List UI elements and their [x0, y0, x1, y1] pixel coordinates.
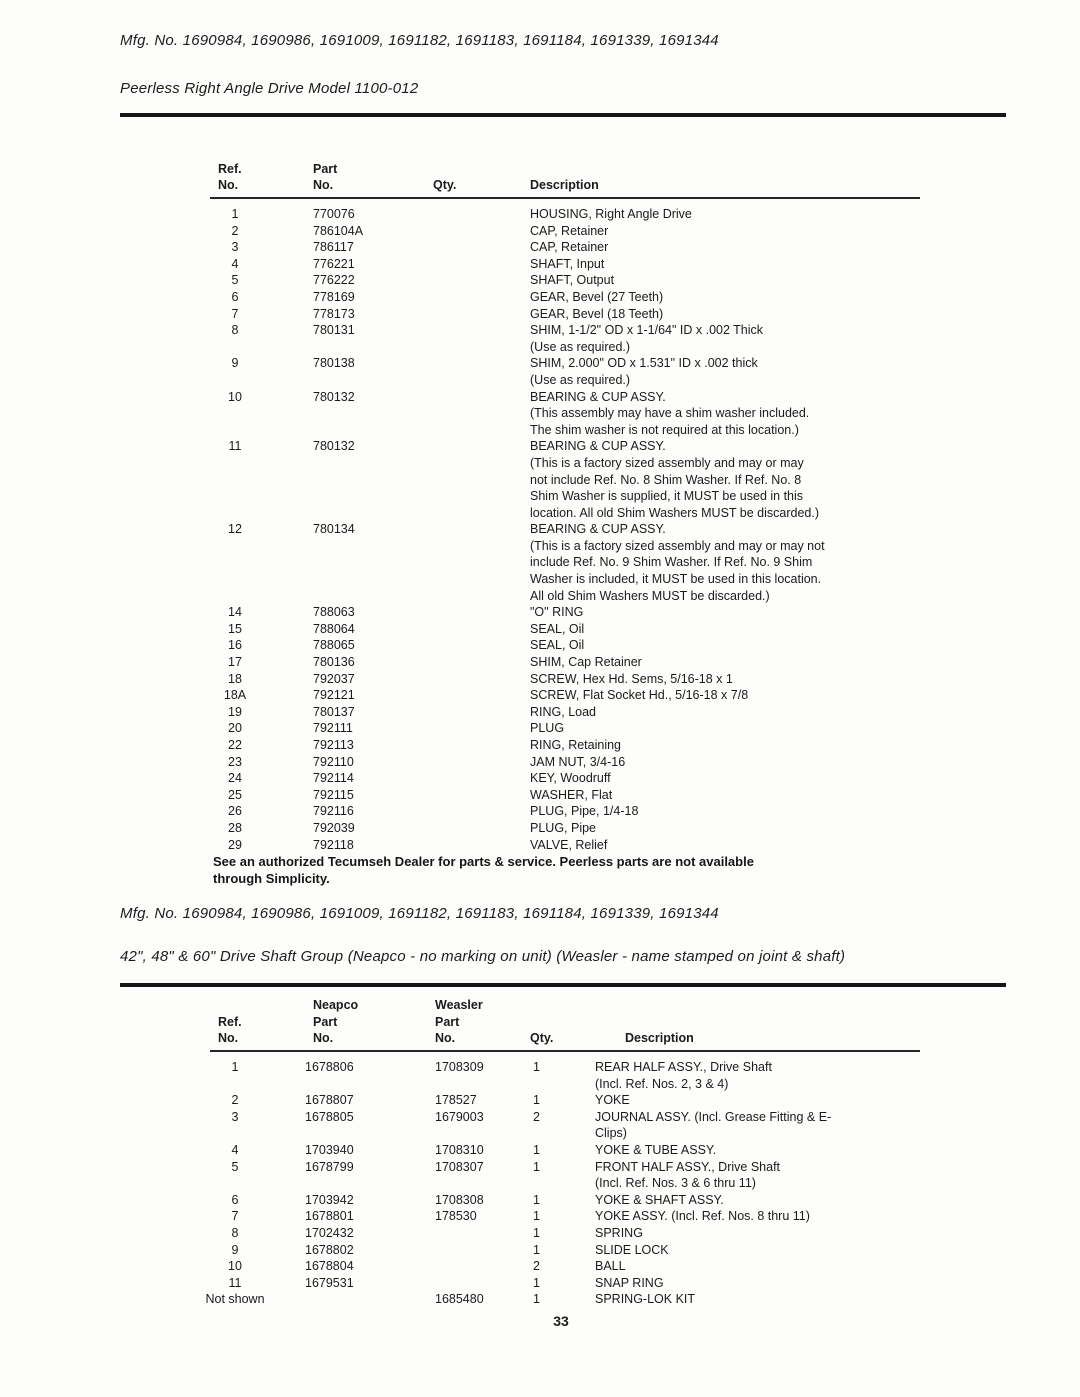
qty-cell [433, 389, 528, 439]
part-no-cell: 792113 [313, 738, 354, 752]
ref-no-cell: 28 [228, 820, 242, 835]
section-divider-bottom [120, 983, 1006, 987]
qty-cell [433, 687, 528, 704]
description-cell: SEAL, Oil [530, 621, 585, 636]
weasler-part-no-cell [420, 1225, 520, 1242]
description-cell: YOKE [595, 1093, 630, 1108]
dealer-note [213, 853, 953, 887]
table-body [185, 1059, 970, 1308]
ref-no-cell: 5 [231, 273, 239, 288]
qty-cell [433, 671, 528, 688]
qty-cell: 1 [533, 1159, 540, 1174]
part-no-cell: 780137 [313, 704, 355, 719]
ref-no-cell: 10 [228, 389, 242, 404]
header-description-label: Description [530, 178, 599, 193]
ref-no-cell: 18A [223, 688, 247, 703]
qty-cell [433, 704, 528, 721]
description-cell: KEY, Woodruff [530, 771, 611, 786]
description-cell: "O" RING [530, 605, 584, 620]
table-row [185, 1142, 970, 1159]
neapco-part-no-cell: 1703942 [305, 1192, 354, 1207]
qty-cell: 1 [533, 1275, 540, 1290]
ref-no-cell: 18 [228, 671, 242, 686]
weasler-part-no-cell: 178527 [435, 1093, 477, 1108]
weasler-part-no-cell [420, 1275, 520, 1292]
header-neapco-part-line1: Part [313, 1014, 338, 1029]
table-row [185, 272, 970, 289]
part-no-cell: 776222 [313, 273, 355, 288]
dealer-note-line1: See an authorized Tecumseh Dealer for parts & service. Peerless parts are not available [213, 854, 754, 869]
table-row [185, 1258, 970, 1275]
neapco-part-no-cell: 1678801 [305, 1209, 354, 1224]
parts-table-main [185, 142, 970, 853]
header-ref-line1: Ref. [218, 1014, 242, 1029]
part-no-cell: 792039 [313, 820, 355, 835]
qty-cell: 2 [533, 1109, 540, 1124]
qty-cell: 1 [533, 1093, 540, 1108]
qty-cell [433, 355, 528, 388]
part-no-cell: 792118 [313, 837, 354, 852]
ref-no-cell: 10 [228, 1259, 242, 1274]
mfg-numbers-top: Mfg. No. 1690984, 1690986, 1691009, 1691182, 1691183, 1691184, 1691339, 1691344 [120, 32, 719, 49]
part-no-cell: 780138 [313, 356, 355, 371]
description-cell: PLUG [530, 721, 565, 736]
table-row [185, 621, 970, 638]
part-no-cell: 792114 [313, 771, 354, 786]
description-cell: BEARING & CUP ASSY. (This assembly may have a shim washer included. The shim washer is not required at this location.) [530, 389, 810, 437]
neapco-part-no-cell: 1678807 [305, 1093, 354, 1108]
ref-no-cell: 19 [228, 704, 242, 719]
table-row [185, 355, 970, 388]
description-cell: GEAR, Bevel (18 Teeth) [530, 306, 664, 321]
ref-no-cell: 23 [228, 754, 242, 769]
ref-no-cell: 1 [231, 1060, 239, 1074]
table-row [185, 521, 970, 604]
ref-no-cell: 11 [228, 1275, 242, 1290]
part-no-cell: 778173 [313, 306, 355, 321]
table-row [185, 389, 970, 439]
header-description [528, 177, 970, 194]
header-underline [210, 197, 920, 199]
neapco-part-no-cell: 1678805 [305, 1109, 354, 1124]
table-body [185, 206, 970, 853]
qty-cell [433, 604, 528, 621]
qty-cell [433, 289, 528, 306]
qty-cell [433, 438, 528, 521]
table-row [185, 1208, 970, 1225]
table-row [185, 837, 970, 854]
part-no-cell: 788064 [313, 621, 355, 636]
neapco-part-no-cell: 1678799 [305, 1159, 354, 1174]
driveshaft-group-title: 42", 48" & 60" Drive Shaft Group (Neapco - no marking on unit) (Weasler - name stamped on joint & shaft) [120, 948, 846, 965]
header-part-line1: Part [313, 161, 338, 176]
weasler-part-no-cell: 1679003 [435, 1109, 484, 1124]
weasler-part-no-cell [420, 1258, 520, 1275]
description-cell: SNAP RING [595, 1275, 664, 1290]
description-cell: SPRING [595, 1225, 643, 1240]
part-no-cell: 786104A [313, 223, 364, 238]
neapco-part-no-cell: 1678804 [305, 1259, 354, 1274]
ref-no-cell: 12 [228, 522, 242, 537]
table-row [185, 1092, 970, 1109]
description-cell: JOURNAL ASSY. (Incl. Grease Fitting & E- Clips) [595, 1109, 832, 1141]
header-ref-no [185, 1014, 285, 1047]
description-cell: SHIM, 1-1/2" OD x 1-1/64" ID x .002 Thick (Use as required.) [530, 323, 764, 354]
model-title: Peerless Right Angle Drive Model 1100-012 [120, 80, 419, 97]
description-cell: BEARING & CUP ASSY. (This is a factory sized assembly and may or may not include Ref. No. 8 Shim Washer. If Ref. No. 8 Shim Washer is supplied, it MUST be used in this location. All old Shim Washers MUST be discarded.) [530, 439, 820, 520]
ref-no-cell: 26 [228, 804, 242, 819]
header-weasler-brand: Weasler [435, 998, 483, 1013]
ref-no-cell: 5 [231, 1159, 239, 1174]
table-row [185, 1275, 970, 1292]
weasler-part-no-cell: 1708307 [435, 1159, 484, 1174]
parts-table-driveshaft [185, 990, 970, 1308]
table-row [185, 1192, 970, 1209]
table-row [185, 438, 970, 521]
ref-no-cell: 22 [228, 738, 242, 752]
description-cell: YOKE ASSY. (Incl. Ref. Nos. 8 thru 11) [595, 1209, 810, 1224]
description-cell: FRONT HALF ASSY., Drive Shaft (Incl. Ref. Nos. 3 & 6 thru 11) [595, 1159, 781, 1191]
weasler-part-no-cell: 178530 [435, 1209, 477, 1224]
weasler-part-no-cell: 1708310 [435, 1142, 484, 1157]
description-cell: SCREW, Hex Hd. Sems, 5/16-18 x 1 [530, 671, 733, 686]
ref-no-cell: 7 [231, 1209, 239, 1224]
weasler-part-no-cell: 1708308 [435, 1192, 484, 1207]
table-row [185, 787, 970, 804]
qty-cell: 1 [533, 1060, 540, 1074]
part-no-cell: 780134 [313, 522, 355, 537]
qty-cell [433, 322, 528, 355]
table-row [185, 1059, 970, 1092]
ref-no-cell: 29 [228, 837, 242, 852]
ref-no-cell: 11 [228, 439, 242, 454]
table-row [185, 770, 970, 787]
ref-no-cell: 24 [228, 771, 242, 786]
table-row [185, 803, 970, 820]
description-cell: SEAL, Oil [530, 638, 585, 653]
description-cell: SHAFT, Input [530, 256, 605, 271]
description-cell: SLIDE LOCK [595, 1242, 669, 1257]
qty-cell [433, 306, 528, 323]
table-row [185, 206, 970, 223]
table-row [185, 754, 970, 771]
table-row [185, 1109, 970, 1142]
part-no-cell: 780131 [313, 323, 355, 338]
qty-cell [433, 837, 528, 854]
part-no-cell: 792111 [313, 721, 353, 736]
header-ref-line2: No. [218, 1031, 239, 1046]
part-no-cell: 792037 [313, 671, 355, 686]
part-no-cell: 788065 [313, 638, 355, 653]
description-cell: CAP, Retainer [530, 240, 609, 255]
header-weasler-part-line2: No. [435, 1031, 456, 1046]
description-cell: SCREW, Flat Socket Hd., 5/16-18 x 7/8 [530, 688, 749, 703]
ref-no-cell: 14 [228, 605, 242, 620]
qty-cell [433, 239, 528, 256]
header-neapco-brand: Neapco [313, 998, 359, 1013]
part-no-cell: 786117 [313, 240, 354, 255]
part-no-cell: 792121 [313, 688, 355, 703]
ref-no-cell: 6 [231, 1192, 239, 1207]
ref-no-cell: 6 [231, 289, 239, 304]
ref-no-cell: 2 [231, 1093, 239, 1108]
part-no-cell: 788063 [313, 605, 355, 620]
qty-cell [433, 637, 528, 654]
table-row [185, 1242, 970, 1259]
table-row [185, 687, 970, 704]
part-no-cell: 792115 [313, 787, 354, 802]
ref-no-cell: 8 [231, 323, 239, 338]
neapco-part-no-cell: 1702432 [305, 1225, 354, 1240]
table-row [185, 704, 970, 721]
description-cell: PLUG, Pipe, 1/4-18 [530, 804, 639, 819]
description-cell: BEARING & CUP ASSY. (This is a factory sized assembly and may or may not include Ref. No. 9 Shim Washer. If Ref. No. 9 Shim Washer is included, it MUST be used in this location. All old Shim Washers MUST be discarded.) [530, 522, 825, 603]
table-row [185, 1225, 970, 1242]
qty-cell [433, 621, 528, 638]
table-row [185, 737, 970, 754]
header-qty [520, 1030, 590, 1047]
table-row [185, 239, 970, 256]
ref-no-cell: 16 [228, 638, 242, 653]
ref-no-cell: 15 [228, 621, 242, 636]
ref-no-cell: 8 [231, 1225, 239, 1240]
ref-no-cell: 25 [228, 787, 242, 802]
table-row [185, 604, 970, 621]
qty-cell: 1 [533, 1192, 540, 1207]
description-cell: CAP, Retainer [530, 223, 609, 238]
part-no-cell: 776221 [313, 256, 355, 271]
ref-no-cell: 9 [231, 356, 239, 371]
header-ref-line1: Ref. [218, 161, 242, 176]
qty-cell [433, 737, 528, 754]
ref-no-cell: 3 [231, 240, 239, 255]
ref-no-cell: 17 [228, 655, 242, 670]
qty-cell [433, 256, 528, 273]
header-ref-line2: No. [218, 178, 239, 193]
ref-no-cell: 4 [231, 1142, 239, 1157]
part-no-cell: 792116 [313, 804, 354, 819]
table-row [185, 289, 970, 306]
header-qty [433, 177, 528, 194]
neapco-part-no-cell: 1679531 [305, 1275, 354, 1290]
part-no-cell: 778169 [313, 289, 355, 304]
weasler-part-no-cell: 1708309 [435, 1060, 484, 1074]
table-row [185, 1159, 970, 1192]
table-row [185, 223, 970, 240]
description-cell: SHAFT, Output [530, 273, 615, 288]
qty-cell [433, 272, 528, 289]
weasler-part-no-cell: 1685480 [435, 1292, 484, 1307]
part-no-cell: 780136 [313, 655, 355, 670]
table-row [185, 654, 970, 671]
header-description-label: Description [625, 1031, 694, 1046]
ref-no-cell: Not shown [205, 1292, 265, 1307]
table-row [185, 256, 970, 273]
qty-cell [433, 206, 528, 223]
qty-cell [433, 754, 528, 771]
table-row [185, 720, 970, 737]
qty-cell [433, 521, 528, 604]
header-part-no [285, 161, 433, 194]
header-weasler-part-line1: Part [435, 1014, 460, 1029]
description-cell: HOUSING, Right Angle Drive [530, 207, 692, 221]
page-number: 33 [553, 1313, 569, 1329]
qty-cell: 2 [533, 1259, 540, 1274]
table-row [185, 306, 970, 323]
header-part-line2: No. [313, 178, 334, 193]
table-header [185, 990, 970, 1047]
weasler-part-no-cell [420, 1242, 520, 1259]
ref-no-cell: 1 [231, 207, 239, 221]
qty-cell [433, 787, 528, 804]
ref-no-cell: 20 [228, 721, 242, 736]
neapco-part-no-cell [285, 1291, 420, 1308]
header-qty-label: Qty. [433, 178, 457, 193]
qty-cell [433, 770, 528, 787]
description-cell: YOKE & TUBE ASSY. [595, 1142, 717, 1157]
description-cell: GEAR, Bevel (27 Teeth) [530, 289, 664, 304]
description-cell: YOKE & SHAFT ASSY. [595, 1192, 724, 1207]
description-cell: SHIM, Cap Retainer [530, 655, 642, 670]
table-row [185, 820, 970, 837]
ref-no-cell: 4 [231, 256, 239, 271]
header-qty-label: Qty. [530, 1031, 554, 1046]
table-row [185, 637, 970, 654]
qty-cell: 1 [533, 1242, 540, 1257]
ref-no-cell: 9 [231, 1242, 239, 1257]
header-neapco-part-line2: No. [313, 1031, 334, 1046]
dealer-note-line2: through Simplicity. [213, 871, 330, 886]
description-cell: REAR HALF ASSY., Drive Shaft (Incl. Ref. Nos. 2, 3 & 4) [595, 1060, 772, 1091]
table-row [185, 322, 970, 355]
description-cell: SHIM, 2.000" OD x 1.531" ID x .002 thick (Use as required.) [530, 356, 758, 387]
qty-cell: 1 [533, 1209, 540, 1224]
table-row [185, 671, 970, 688]
description-cell: BALL [595, 1259, 626, 1274]
table-row [185, 1291, 970, 1308]
header-ref-no [185, 161, 285, 194]
part-no-cell: 780132 [313, 439, 355, 454]
description-cell: RING, Retaining [530, 738, 622, 752]
description-cell: RING, Load [530, 704, 597, 719]
part-no-cell: 770076 [313, 207, 355, 221]
section-divider-top [120, 113, 1006, 117]
qty-cell [433, 223, 528, 240]
mfg-numbers-mid: Mfg. No. 1690984, 1690986, 1691009, 1691182, 1691183, 1691184, 1691339, 1691344 [120, 905, 719, 922]
qty-cell [433, 720, 528, 737]
qty-cell [433, 803, 528, 820]
description-cell: SPRING-LOK KIT [595, 1292, 696, 1307]
header-underline [210, 1050, 920, 1052]
header-weasler-part-no [420, 997, 520, 1047]
neapco-part-no-cell: 1703940 [305, 1142, 354, 1157]
table-header [185, 142, 970, 194]
qty-cell: 1 [533, 1292, 540, 1307]
qty-cell [433, 820, 528, 837]
ref-no-cell: 3 [231, 1109, 239, 1124]
neapco-part-no-cell: 1678802 [305, 1242, 354, 1257]
qty-cell [433, 654, 528, 671]
description-cell: PLUG, Pipe [530, 820, 597, 835]
qty-cell: 1 [533, 1142, 540, 1157]
qty-cell: 1 [533, 1225, 540, 1240]
description-cell: WASHER, Flat [530, 787, 613, 802]
header-description [590, 1030, 970, 1047]
description-cell: VALVE, Relief [530, 837, 608, 852]
part-no-cell: 780132 [313, 389, 355, 404]
part-no-cell: 792110 [313, 754, 354, 769]
header-neapco-part-no [285, 997, 420, 1047]
ref-no-cell: 2 [231, 223, 239, 238]
description-cell: JAM NUT, 3/4-16 [530, 754, 626, 769]
ref-no-cell: 7 [231, 306, 239, 321]
neapco-part-no-cell: 1678806 [305, 1060, 354, 1074]
